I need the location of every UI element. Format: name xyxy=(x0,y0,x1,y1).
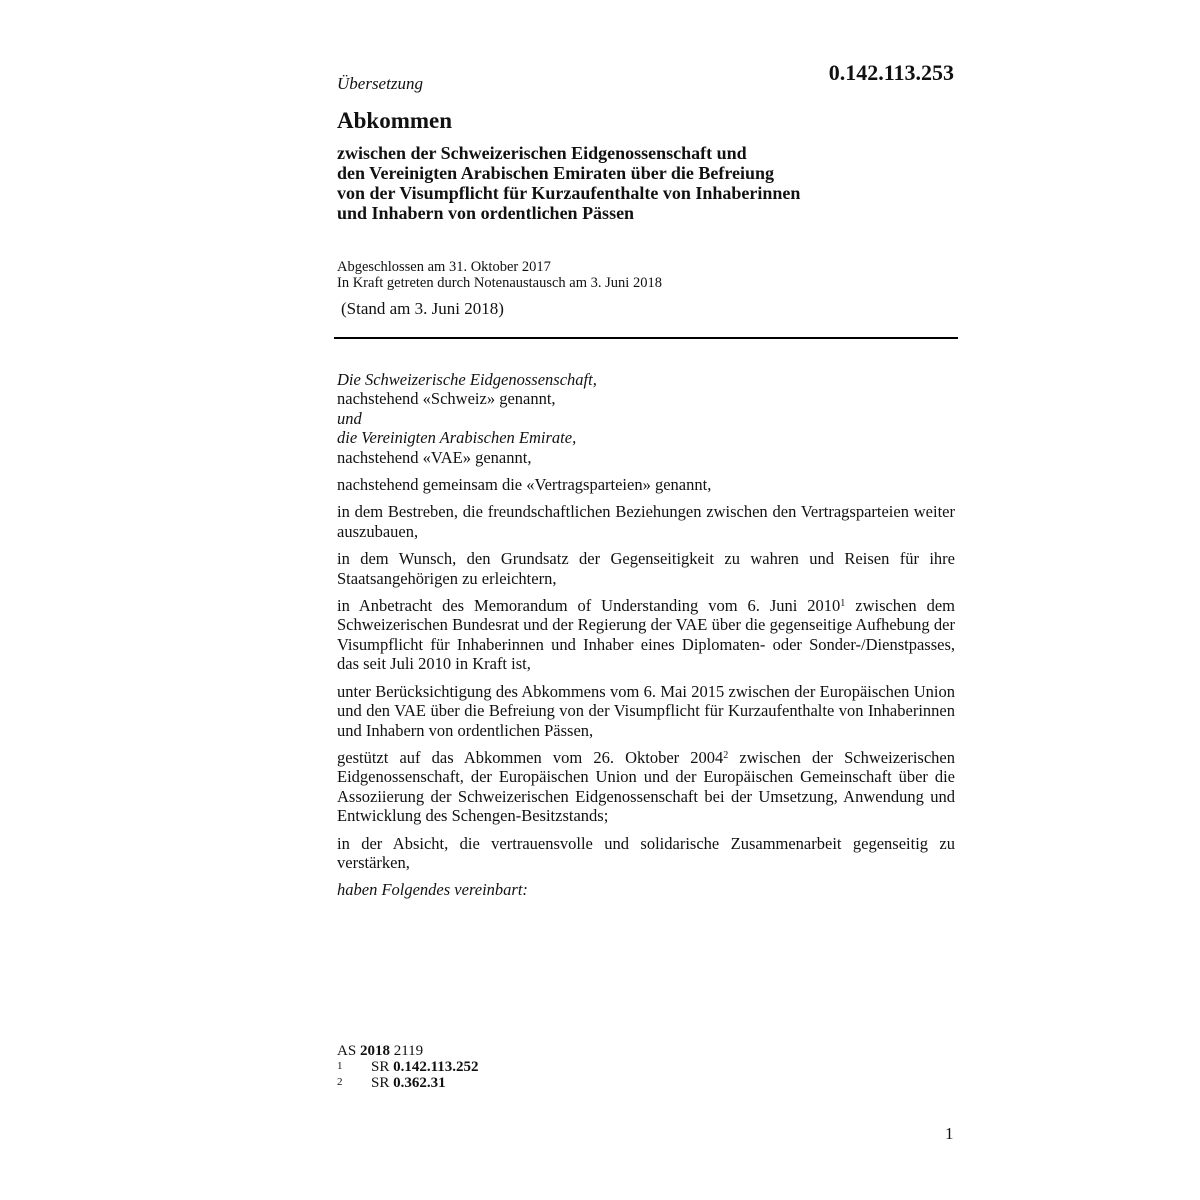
conjunction: und xyxy=(337,408,362,428)
as-prefix: AS xyxy=(337,1043,357,1059)
parties-block xyxy=(337,370,955,467)
preamble-paragraph: unter Berücksichtigung des Abkommens vom 6. Mai 2015 zwischen der Europäischen Union und den VAE über die Befreiung von der Visumpflicht für Kurzaufenthalte von Inhaberinnen und Inhabern von ordentlichen Pässen, xyxy=(337,681,955,740)
translation-label: Übersetzung xyxy=(337,74,423,93)
subtitle-line: von der Visumpflicht für Kurzaufenthalte von Inhaberinnen xyxy=(337,183,801,203)
sr-number: 0.142.113.253 xyxy=(828,60,954,85)
in-force-date: In Kraft getreten durch Notenaustausch am 3. Juni 2018 xyxy=(337,274,662,291)
preamble-paragraph xyxy=(337,748,955,826)
preamble-paragraph: in der Absicht, die vertrauensvolle und solidarische Zusammenarbeit gegenseitig zu verstärken, xyxy=(337,833,955,872)
footnote-prefix: SR xyxy=(371,1059,390,1075)
footnote-text xyxy=(371,1059,479,1075)
subtitle-line: und Inhabern von ordentlichen Pässen xyxy=(337,203,635,223)
party-switzerland-alias: nachstehend «Schweiz» genannt, xyxy=(337,389,556,409)
footnote xyxy=(337,1075,479,1091)
footnote-ref-2[interactable]: 2 xyxy=(723,749,729,761)
preamble-text: in Anbetracht des Memorandum of Understanding vom 6. Juni 2010 xyxy=(337,596,841,616)
party-uae-alias: nachstehend «VAE» genannt, xyxy=(337,447,532,467)
concluded-date: Abgeschlossen am 31. Oktober 2017 xyxy=(337,259,551,275)
as-year: 2018 xyxy=(359,1043,390,1059)
preamble-text: zwischen der Schweizerischen Eidgenossenschaft, der Europäischen Union und der Europäischen Gemeinschaft über die Assoziierung der Schweizerischen Eidgenossenschaft bei der Umsetzung, Anwendung und Entwicklung des Schengen-Besitzstands; xyxy=(337,747,955,826)
preamble-paragraph: in dem Wunsch, den Grundsatz der Gegenseitigkeit zu wahren und Reisen für ihre Staatsangehörigen zu erleichtern, xyxy=(337,549,955,588)
preamble-text: zwischen dem Schweizerischen Bundesrat und der Regierung der VAE über die gegenseitige Aufhebung der Visumpflicht für Inhaberinnen und Inhaber eines Diplomaten- oder Sonder-/Dienstpasses, das seit Juli 2010 in Kraft ist, xyxy=(337,596,955,674)
footnote-prefix: SR xyxy=(371,1075,390,1091)
party-switzerland: Die Schweizerische Eidgenossenschaft, xyxy=(337,370,597,389)
footnote xyxy=(337,1059,479,1075)
official-collection-ref xyxy=(337,1043,479,1059)
preamble-closing: haben Folgendes vereinbart: xyxy=(337,880,528,900)
as-page: 2119 xyxy=(393,1043,424,1059)
party-uae: die Vereinigten Arabischen Emirate, xyxy=(337,428,577,448)
document-subtitle xyxy=(337,143,800,223)
footnote-text xyxy=(371,1075,446,1091)
document-meta xyxy=(337,260,662,291)
footnote-number: 2 xyxy=(337,1076,343,1088)
preamble-text: gestützt auf das Abkommen vom 26. Oktober 2004 xyxy=(337,747,724,767)
footnote-link[interactable]: 0.142.113.252 xyxy=(393,1059,479,1075)
subtitle-line: zwischen der Schweizerischen Eidgenossenschaft und xyxy=(337,143,747,163)
status-date: (Stand am 3. Juni 2018) xyxy=(341,299,504,318)
page-number: 1 xyxy=(945,1124,954,1143)
preamble-paragraph xyxy=(337,596,955,674)
subtitle-line: den Vereinigten Arabischen Emiraten über die Befreiung xyxy=(337,163,775,183)
footer xyxy=(337,1043,479,1091)
preamble xyxy=(337,370,955,908)
document-title: Abkommen xyxy=(337,108,453,133)
preamble-paragraph: in dem Bestreben, die freundschaftlichen Beziehungen zwischen den Vertragsparteien weiter auszubauen, xyxy=(337,502,955,541)
footnote-number: 1 xyxy=(337,1060,343,1072)
footnote-link[interactable]: 0.362.31 xyxy=(393,1075,446,1091)
header-divider xyxy=(334,337,958,339)
preamble-jointly: nachstehend gemeinsam die «Vertragsparteien» genannt, xyxy=(337,475,712,495)
footnote-ref-1[interactable]: 1 xyxy=(840,598,846,610)
